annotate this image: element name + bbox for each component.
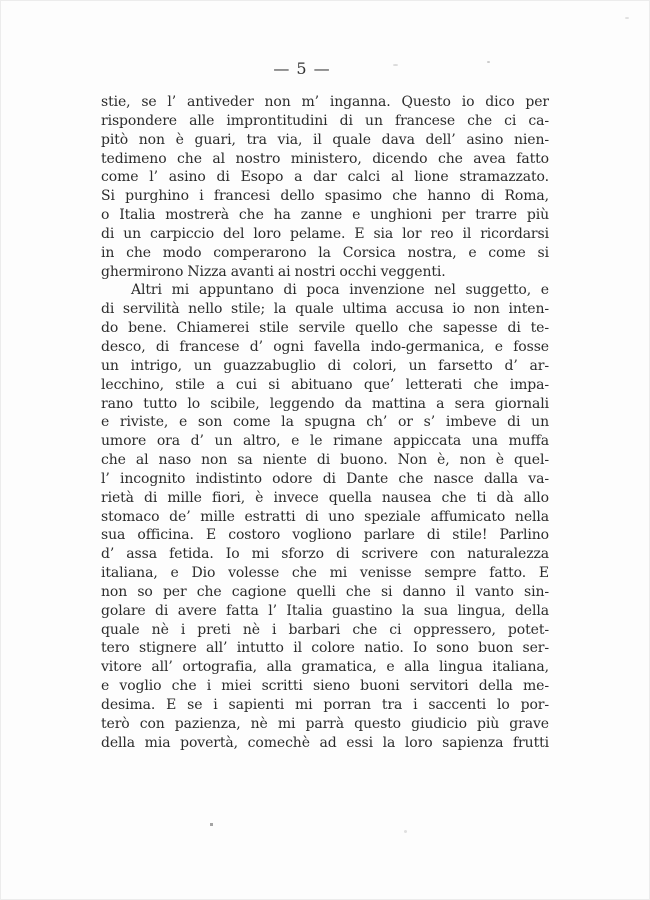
paragraph-second <box>101 281 549 752</box>
text-line: Si purghino i francesi dello spasimo che hanno di Roma, <box>101 188 549 205</box>
text-line: ghermirono Nizza avanti ai nostri occhi veggenti. <box>101 263 446 280</box>
text-line: rispondere alle improntitudini di un francese che ci ca- <box>101 112 549 129</box>
text-line: l’ incognito indistinto odore di Dante che nasce dalla va- <box>101 470 549 487</box>
text-column <box>101 93 549 753</box>
text-line: d’ assa fetida. Io mi sforzo di scrivere con naturalezza <box>101 546 549 563</box>
scan-speck <box>404 830 407 833</box>
text-line: do bene. Chiamerei stile servile quello che sapesse di te- <box>101 320 549 337</box>
text-line: stomaco de’ mille estratti di uno speziale affumicato nella <box>101 508 549 525</box>
text-line: stie, se l’ antiveder non m’ inganna. Questo io dico per <box>101 94 549 110</box>
text-line: di un carpiccio del loro pelame. E sia lor reo il ricordarsi <box>101 225 549 242</box>
text-line: come l’ asino di Esopo a dar calci al lione stramazzato. <box>101 169 549 186</box>
text-line: vitore all’ ortografia, alla gramatica, e alla lingua italiana, <box>101 659 549 676</box>
text-line: lecchino, stile a cui si abituano que’ letterati che impa- <box>101 376 549 393</box>
text-line: terò con pazienza, nè mi parrà questo giudicio più grave <box>101 715 549 732</box>
text-line: golare di avere fatta l’ Italia guastino la sua lingua, della <box>101 602 549 619</box>
text-line: sua officina. E costoro vogliono parlare di stile! Parlino <box>101 527 549 544</box>
text-line: rietà di mille fiori, è invece quella nausea che ti dà allo <box>101 489 549 506</box>
scan-speck <box>210 823 213 826</box>
text-line: non so per che cagione quelli che si danno il vanto sin- <box>101 583 549 600</box>
text-line: della mia povertà, comechè ad essi la loro sapienza frutti <box>101 734 549 751</box>
scan-speck <box>487 61 490 63</box>
text-line: desco, di francese d’ ogni favella indo-germanica, e fosse <box>101 338 549 355</box>
scan-speck <box>393 64 398 66</box>
text-line: di servilità nello stile; la quale ultima accusa io non inten- <box>101 301 549 318</box>
text-line: in che modo comperarono la Corsica nostra, e come si <box>101 244 549 261</box>
text-line: e riviste, e son come la spugna ch’ or s’ imbeve di un <box>101 414 549 431</box>
paragraph-continuation <box>101 93 549 281</box>
text-line: tedimeno che al nostro ministero, dicendo che avea fatto <box>101 150 549 167</box>
text-line: quale nè i preti nè i barbari che ci oppressero, potet- <box>101 621 549 638</box>
text-line: italiana, e Dio volesse che mi venisse sempre fatto. E <box>101 565 549 582</box>
text-line: che al naso non sa niente di buono. Non è, non è quel- <box>101 452 549 469</box>
text-line: pitò non è guari, tra via, il quale dava dell’ asino nien- <box>101 131 549 148</box>
text-line: umore ora d’ un altro, e le rimane appiccata una muffa <box>101 433 549 450</box>
text-line: tero stignere all’ intutto il colore natio. Io sono buon ser- <box>101 640 549 657</box>
text-line: rano tutto lo scibile, leggendo da mattina a sera giornali <box>101 395 549 412</box>
text-line: desima. E se i sapienti mi porran tra i saccenti lo por- <box>101 697 549 713</box>
text-line: un intrigo, un guazzabuglio di colori, un farsetto d’ ar- <box>101 357 549 374</box>
text-line: e voglio che i miei scritti sieno buoni servitori della me- <box>101 678 549 695</box>
text-line: o Italia mostrerà che ha zanne e unghioni per trarre più <box>101 207 549 224</box>
page-number-header: — 5 — <box>273 59 331 78</box>
text-line: Altri mi appuntano di poca invenzione nel suggetto, e <box>131 282 549 299</box>
scan-speck <box>625 17 629 19</box>
